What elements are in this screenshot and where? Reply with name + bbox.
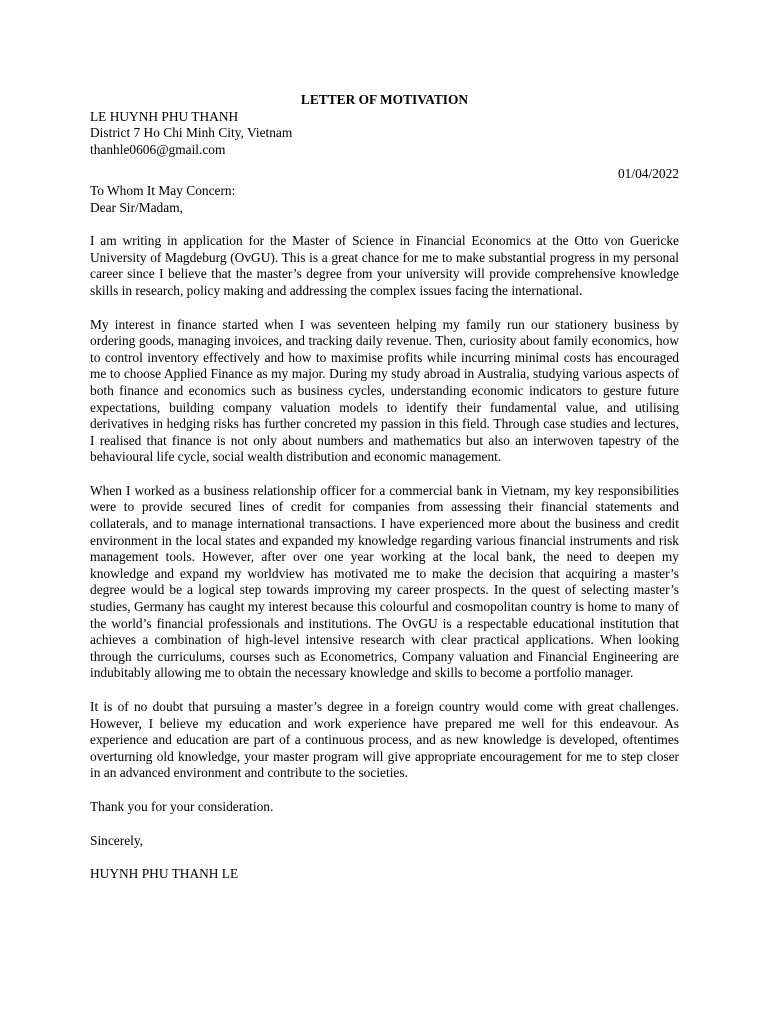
paragraph-challenges: It is of no doubt that pursuing a master’s degree in a foreign country would come with great challenges. However, I believe my education and work experience have prepared me well for this endeavour. As experience and education are part of a continuous process, and as new knowledge is developed, oftentimes overturning old knowledge, your master program will give appropriate encouragement for me to step closer in an advanced environment and contribute to the societies. bbox=[90, 699, 679, 781]
salutation: Dear Sir/Madam, bbox=[90, 199, 183, 215]
closing-line: Sincerely, bbox=[90, 832, 144, 848]
paragraph-intro: I am writing in application for the Master of Science in Financial Economics at the Otto von Guericke University of Magdeburg (OvGU). This is a great chance for me to make substantial progress in my personal career since I believe that the master’s degree from your university will provide comprehensive knowledge skills in research, policy making and addressing the complex issues facing the international. bbox=[90, 233, 679, 298]
sender-email: thanhle0606@gmail.com bbox=[90, 141, 226, 157]
recipient-line: To Whom It May Concern: bbox=[90, 182, 236, 198]
letter-title: LETTER OF MOTIVATION bbox=[300, 92, 469, 107]
sender-name: LE HUYNH PHU THANH bbox=[90, 108, 239, 124]
signature-name: HUYNH PHU THANH LE bbox=[90, 866, 239, 882]
paragraph-experience: When I worked as a business relationship officer for a commercial bank in Vietnam, my key responsibilities were to provide secured lines of credit for companies from assessing their financial statements and collaterals, and to manage international transactions. I have experienced more about the business and credit environment in the local states and expanded my knowledge regarding various financial instruments and risk management tools. However, after over one year working at the local bank, the need to deepen my knowledge and expand my worldview has motivated me to make the decision that acquiring a master’s degree would be a logical step towards improving my career prospects. In the quest of selecting master’s studies, Germany has caught my interest because this colourful and cosmopolitan country is home to many of the world’s financial professionals and institutions. The OvGU is a respectable educational institution that achieves a combination of high-level intensive research with clear practical applications. When looking through the curriculums, courses such as Econometrics, Company valuation and Financial Engineering are indubitably allowing me to obtain the necessary knowledge and skills to become a portfolio manager. bbox=[90, 482, 679, 681]
thanks-line: Thank you for your consideration. bbox=[90, 798, 274, 814]
sender-address: District 7 Ho Chi Minh City, Vietnam bbox=[90, 125, 293, 141]
letter-date: 01/04/2022 bbox=[617, 166, 679, 182]
letter-page bbox=[90, 92, 679, 883]
paragraph-interest: My interest in finance started when I was seventeen helping my family run our stationery business by ordering goods, managing invoices, and tracking daily revenue. Then, curiosity about family economics, how to control inventory effectively and how to maximise profits while incurring minimal costs has encouraged me to choose Applied Finance as my major. During my study abroad in Australia, studying various aspects of both finance and economics such as business cycles, understanding economic indicators to gesture future expectations, building company valuation models to identify their fundamental value, and utilising derivatives in hedging risks has further concreted my passion in this field. Through case studies and lectures, I realised that finance is not only about numbers and mathematics but also an interwoven tapestry of the behavioural life cycle, social wealth distribution and economic management. bbox=[90, 316, 679, 465]
